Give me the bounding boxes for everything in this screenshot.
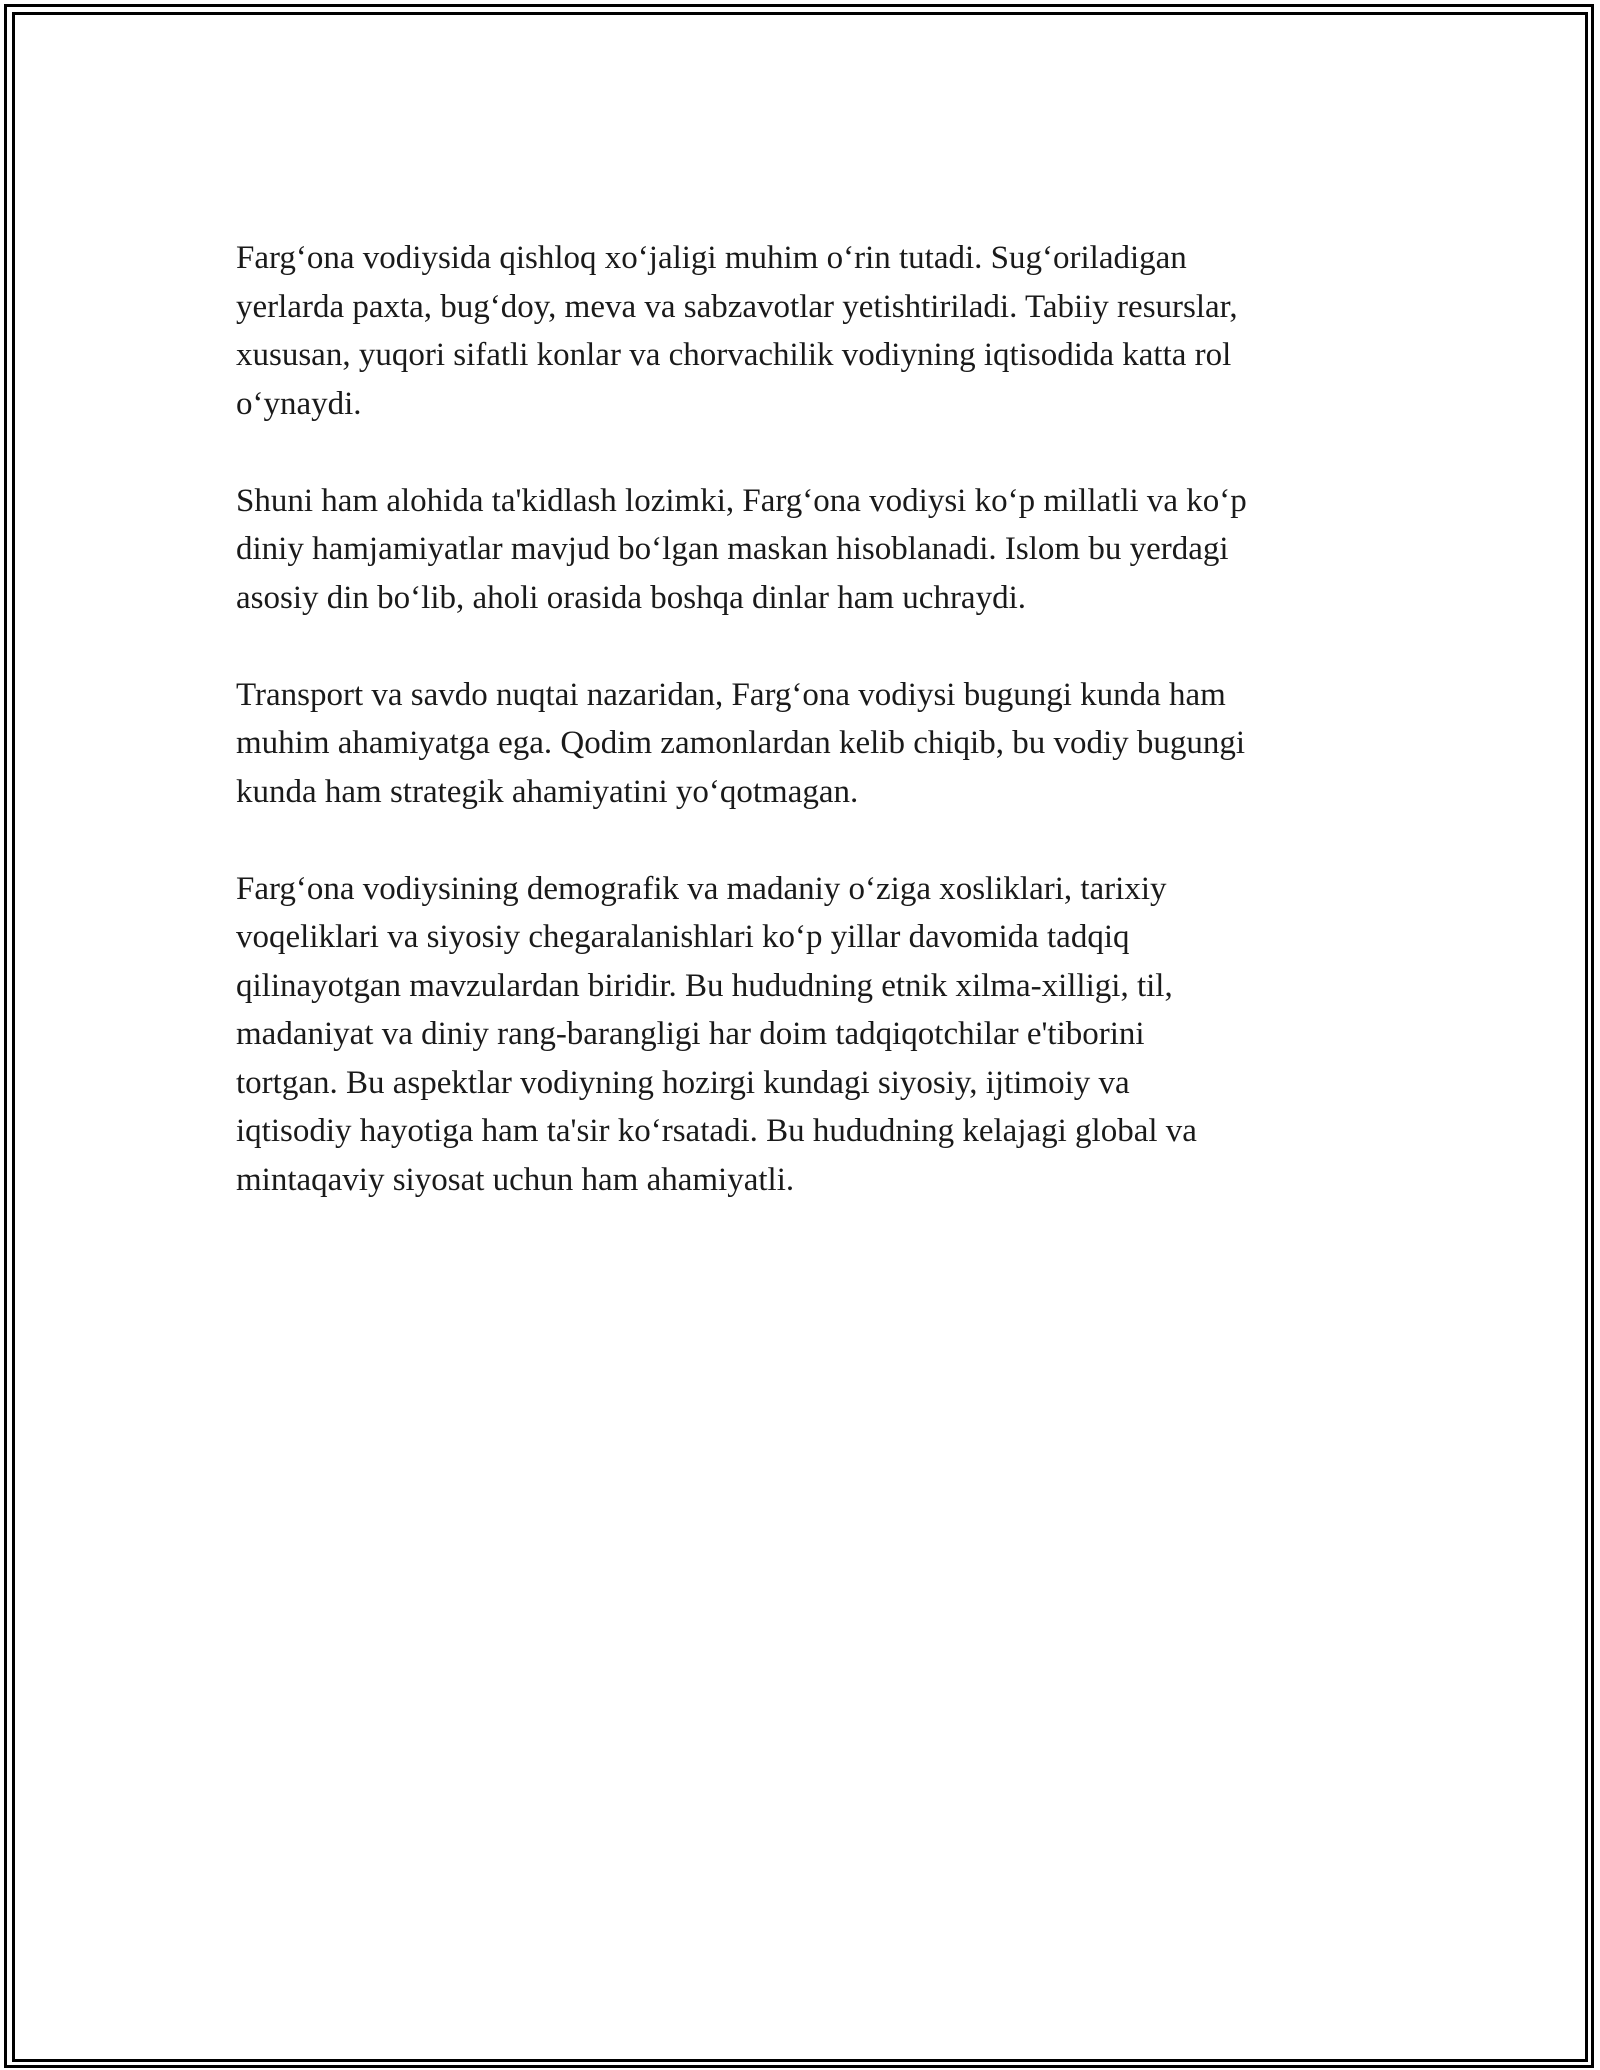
paragraph-demography: Farg‘ona vodiysining demografik va madaniy o‘ziga xosliklari, tarixiy voqeliklari va siyosiy chegaralanishlari ko‘p yillar davomida tadqiq qilinayotgan mavzulardan biridir. Bu hududning etnik xilma-xilligi, til, madaniyat va diniy rang-barangligi har doim tadqiqotchilar e'tiborini tortgan. Bu aspektlar vodiyning hozirgi kundagi siyosiy, ijtimoiy va iqtisodiy hayotiga ham ta'sir ko‘rsatadi. Bu hududning kelajagi global va mintaqaviy siyosat uchun ham ahamiyatli. (236, 870, 1197, 1198)
paragraph-religion: Shuni ham alohida ta'kidlash lozimki, Farg‘ona vodiysi ko‘p millatli va ko‘p diniy hamjamiyatlar mavjud bo‘lgan maskan hisoblanadi. Islom bu yerdagi asosiy din bo‘lib, aholi orasida boshqa dinlar ham uchraydi. (236, 482, 1247, 616)
paragraph-agriculture: Farg‘ona vodiysida qishloq xo‘jaligi muhim o‘rin tutadi. Sug‘oriladigan yerlarda paxta, bug‘doy, meva va sabzavotlar yetishtiriladi. Tabiiy resurslar, xususan, yuqori sifatli konlar va chorvachilik vodiyning iqtisodida katta rol o‘ynaydi. (236, 240, 1238, 422)
document-body (236, 234, 1376, 1253)
paragraph-transport: Transport va savdo nuqtai nazaridan, Farg‘ona vodiysi bugungi kunda ham muhim ahamiyatga ega. Qodim zamonlardan kelib chiqib, bu vodiy bugungi kunda ham strategik ahamiyatini yo‘qotmagan. (236, 676, 1246, 810)
